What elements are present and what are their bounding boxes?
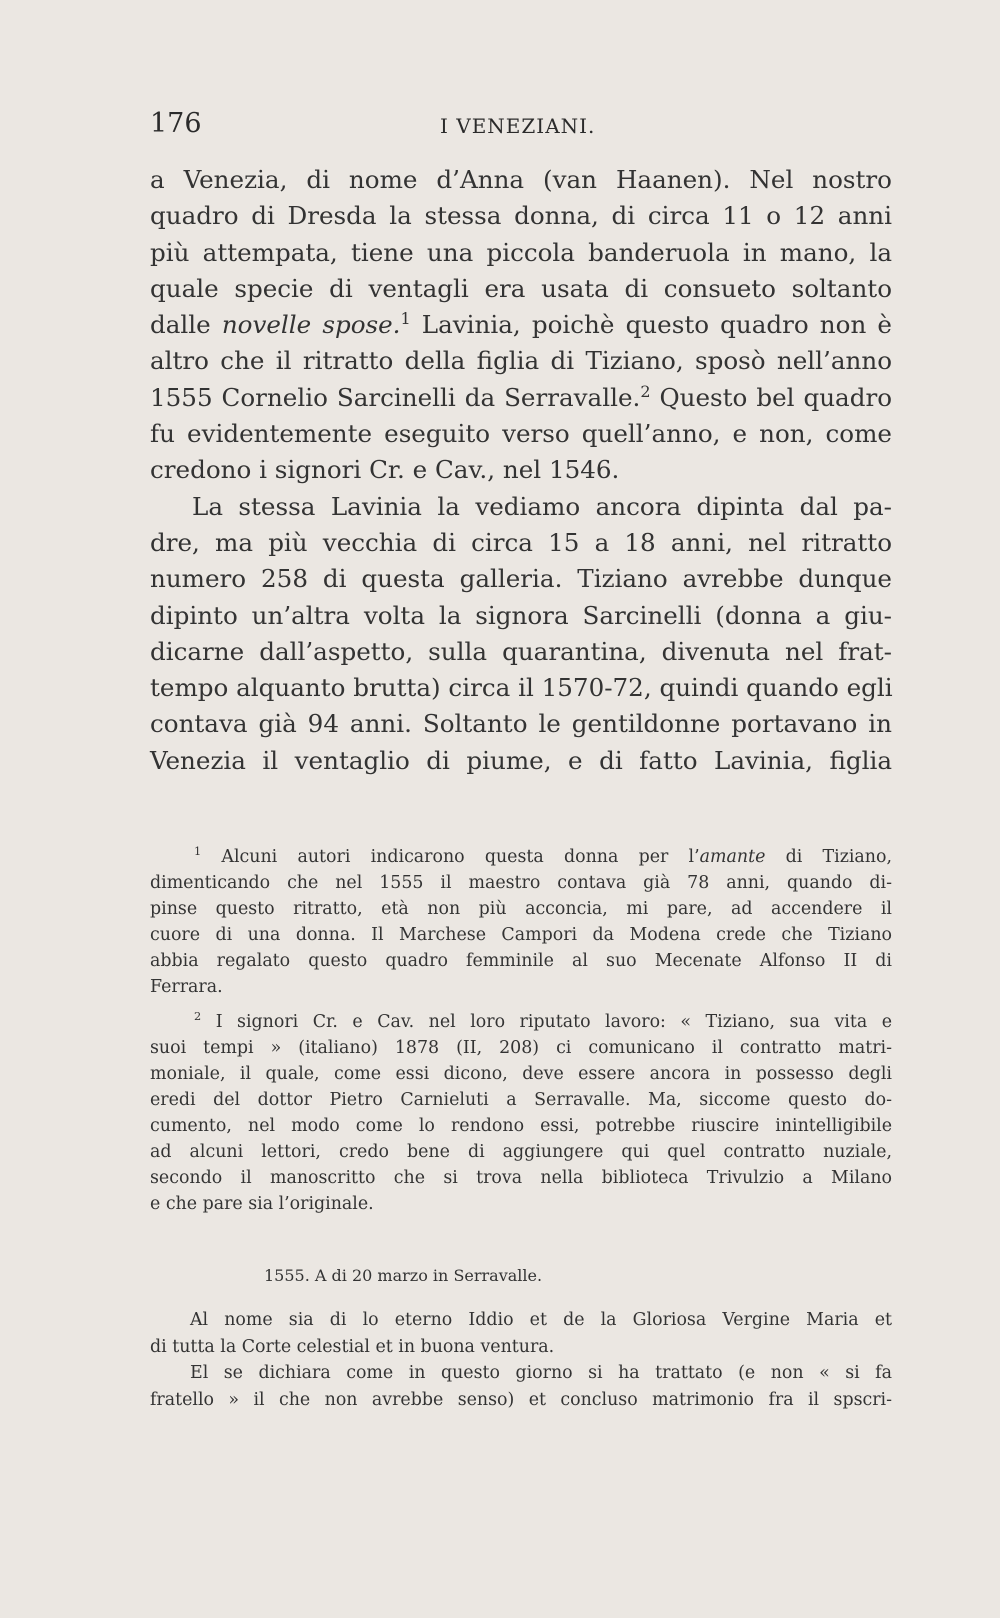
footnote-1-line: Ferrara. — [150, 977, 223, 998]
footnote-2-line: e che pare sia l’originale. — [150, 1194, 374, 1215]
footnote-2-line: moniale, il quale, come essi dicono, deve essere ancora in possesso degli — [150, 1063, 892, 1084]
footnotes — [150, 844, 892, 1217]
italic-phrase: novelle spose. — [221, 310, 401, 340]
body-line: dicarne dall’aspetto, sulla quarantina, divenuta nel frat- — [150, 636, 892, 666]
footnote-2-line: secondo il manoscritto che si trova nella biblioteca Trivulzio a Milano — [150, 1168, 892, 1189]
body-line: tempo alquanto brutta) circa il 1570-72, quindi quando egli — [150, 673, 893, 703]
body-line: dipinto un’altra volta la signora Sarcinelli (donna a giu- — [150, 600, 892, 630]
document-line: Al nome sia di lo eterno Iddio et de la Gloriosa Vergine Maria et — [190, 1310, 892, 1330]
body-line-rest: Questo bel quadro — [659, 382, 893, 412]
footnote-text: Alcuni autori indicarono questa donna per l’ — [221, 847, 700, 867]
body-line: Venezia il ventaglio di piume, e di fatto Lavinia, figlia — [150, 745, 892, 775]
body-line-prefix: dalle — [150, 310, 211, 340]
body-line: altro che il ritratto della figlia di Tiziano, sposò nell’anno — [150, 346, 892, 376]
footnote-2-line: suoi tempi » (italiano) 1878 (II, 208) ci comunicano il contratto matri- — [150, 1037, 892, 1058]
body-line — [150, 380, 892, 416]
footnote-ref: 1 — [400, 309, 411, 328]
document-line: di tutta la Corte celestial et in buona ventura. — [150, 1336, 555, 1357]
italic-word: amante — [699, 847, 766, 867]
footnote-text: di Tiziano, — [785, 847, 892, 867]
footnote-1-line: cuore di una donna. Il Marchese Campori da Modena crede che Tiziano — [150, 925, 892, 946]
footnote-ref: 2 — [640, 381, 651, 401]
footnote-mark: 1 — [194, 845, 202, 859]
footnote-1-line — [150, 844, 892, 870]
body-line-rest: Lavinia, poichè questo quadro non è — [421, 310, 892, 340]
body-line: più attempata, tiene una piccola banderuola in mano, la — [150, 237, 892, 267]
body-line: credono i signori Cr. e Cav., nel 1546. — [150, 455, 620, 485]
body-line: numero 258 di questa galleria. Tiziano avrebbe dunque — [150, 564, 892, 594]
body-line: fu evidentemente eseguito verso quell’anno, e non, come — [150, 419, 892, 449]
main-text — [150, 162, 892, 779]
footnote-1-line: abbia regalato questo quadro femminile al suo Mecenate Alfonso II di — [150, 951, 892, 972]
running-title: I VENEZIANI. — [440, 114, 596, 138]
footnote-text: I signori Cr. e Cav. nel loro riputato lavoro: « Tiziano, sua vita e — [215, 1011, 892, 1032]
body-line: dre, ma più vecchia di circa 15 a 18 anni, nel ritratto — [150, 527, 892, 557]
footnote-2-line: eredi del dottor Pietro Carnieluti a Serravalle. Ma, siccome questo do- — [150, 1089, 892, 1110]
footnote-2-line: cumento, nel modo come lo rendono essi, potrebbe riuscire inintelligibile — [150, 1115, 892, 1136]
page-header — [150, 108, 860, 142]
document-line: fratello » il che non avrebbe senso) et concluso matrimonio fra il spscri- — [150, 1389, 892, 1410]
body-line — [150, 307, 892, 343]
document-line: El se dichiara come in questo giorno si ha trattato (e non « si fa — [190, 1363, 892, 1383]
document-text — [150, 1307, 892, 1413]
footnote-1-line: dimenticando che nel 1555 il maestro contava già 78 anni, quando di- — [150, 873, 892, 894]
page-number: 176 — [150, 108, 202, 139]
footnote-1-line: pinse questo ritratto, età non più acconcia, mi pare, ad accendere il — [150, 899, 892, 920]
body-line: La stessa Lavinia la vediamo ancora dipinta dal pa- — [192, 491, 892, 521]
footnote-2-line: ad alcuni lettori, credo bene di aggiungere qui quel contratto nuziale, — [150, 1142, 892, 1163]
body-line: a Venezia, di nome d’Anna (van Haanen). Nel nostro — [150, 165, 892, 194]
body-line: contava già 94 anni. Soltanto le gentildonne portavano in — [150, 709, 892, 739]
body-line: quadro di Dresda la stessa donna, di circa 11 o 12 anni — [150, 201, 892, 231]
body-line: quale specie di ventagli era usata di consueto soltanto — [150, 273, 892, 303]
footnote-mark: 2 — [194, 1009, 202, 1023]
body-line-start: 1555 Cornelio Sarcinelli da Serravalle. — [150, 382, 641, 412]
footnote-gap — [150, 1001, 892, 1009]
footnote-2-line — [150, 1009, 892, 1035]
document-heading: 1555. A di 20 marzo in Serravalle. — [264, 1266, 543, 1285]
